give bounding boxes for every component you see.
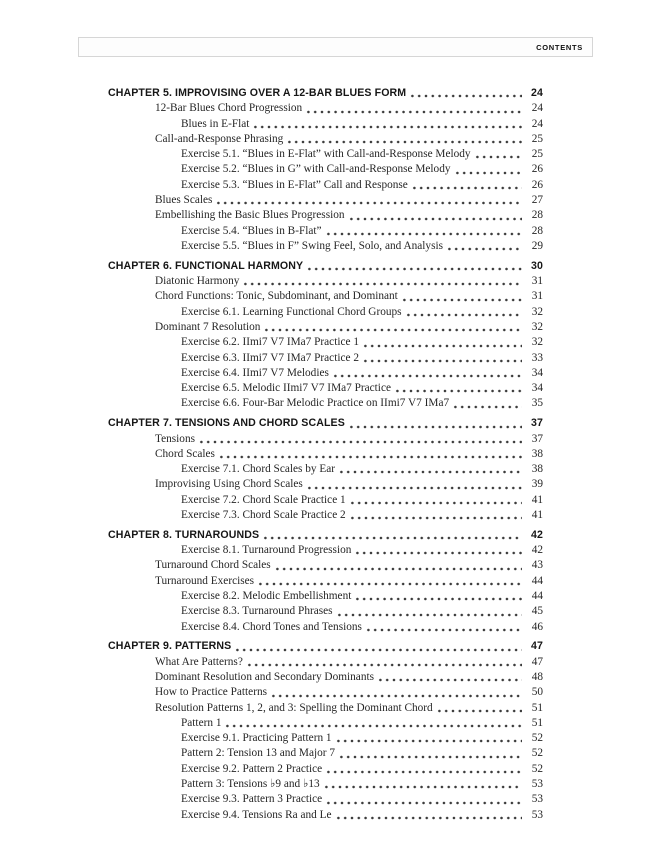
toc-entry-page: 45	[531, 605, 543, 618]
dot-leader	[246, 663, 522, 667]
toc-entry	[108, 147, 543, 162]
toc-entry-page: 39	[531, 478, 543, 491]
toc-entry-page: 37	[531, 432, 543, 445]
toc-entry-title: CHAPTER 7. TENSIONS AND CHORD SCALES	[108, 417, 345, 430]
toc-entry-title: Exercise 8.1. Turnaround Progression	[181, 544, 352, 557]
toc-entry-page: 44	[531, 574, 543, 587]
toc-entry-page: 24	[531, 87, 543, 99]
toc-entry-title: How to Practice Patterns	[155, 686, 267, 699]
toc-entry-page: 48	[531, 670, 543, 683]
toc-entry-page: 52	[531, 762, 543, 775]
toc-entry-page: 41	[531, 509, 543, 522]
toc-entry-page: 26	[531, 163, 543, 176]
toc-entry	[108, 716, 543, 731]
toc-entry	[108, 762, 543, 777]
dot-leader	[354, 551, 522, 555]
toc-entry	[108, 508, 543, 523]
toc-entry	[108, 335, 543, 350]
toc-entry	[108, 224, 543, 239]
toc-entry-title: Dominant 7 Resolution	[155, 320, 261, 333]
toc-entry-page: 43	[531, 559, 543, 572]
toc-entry	[108, 558, 543, 573]
toc-entry-page: 38	[531, 447, 543, 460]
toc-entry-page: 52	[531, 732, 543, 745]
dot-leader	[365, 628, 522, 632]
toc-entry	[108, 670, 543, 685]
toc-entry-title: Exercise 6.6. Four-Bar Melodic Practice on IImi7 V7 IMa7	[181, 397, 450, 410]
toc-entry-title: Exercise 5.4. “Blues in B-Flat”	[181, 224, 322, 237]
toc-entry-page: 24	[531, 117, 543, 130]
toc-entry-page: 53	[531, 793, 543, 806]
toc-entry-title: Exercise 9.4. Tensions Ra and Le	[181, 808, 332, 821]
toc-entry-title: Exercise 6.1. Learning Functional Chord Groups	[181, 305, 402, 318]
dot-leader	[218, 455, 522, 459]
toc-entry-page: 25	[531, 148, 543, 161]
dot-leader	[348, 217, 522, 221]
toc-entry	[108, 432, 543, 447]
dot-leader	[362, 359, 522, 363]
toc-entry-page: 28	[531, 224, 543, 237]
toc-entry	[108, 604, 543, 619]
dot-leader	[336, 613, 522, 617]
dot-leader	[198, 440, 522, 444]
toc-entry-title: Exercise 5.3. “Blues in E-Flat” Call and Response	[181, 178, 408, 191]
toc-entry	[108, 808, 543, 823]
dot-leader	[262, 536, 522, 540]
dot-leader	[257, 582, 522, 586]
toc-entry	[108, 731, 543, 746]
toc-entry-title: CHAPTER 6. FUNCTIONAL HARMONY	[108, 259, 304, 272]
toc-entry	[108, 655, 543, 670]
toc-entry-page: 41	[531, 493, 543, 506]
dot-leader	[354, 597, 522, 601]
dot-leader	[338, 470, 522, 474]
toc-entry	[108, 746, 543, 761]
toc-entry-title: Blues in E-Flat	[181, 117, 250, 130]
toc-entry-title: 12-Bar Blues Chord Progression	[155, 102, 303, 115]
toc-entry-page: 53	[531, 808, 543, 821]
dot-leader	[338, 755, 522, 759]
toc-entry	[108, 351, 543, 366]
dot-leader	[362, 344, 522, 348]
toc-entry-page: 25	[531, 132, 543, 145]
dot-leader	[306, 486, 522, 490]
toc-entry-title: Call-and-Response Phrasing	[155, 132, 284, 145]
toc-entry-page: 34	[531, 382, 543, 395]
toc-entry	[108, 543, 543, 558]
toc-entry	[108, 792, 543, 807]
dot-leader	[377, 678, 522, 682]
toc-entry-page: 32	[531, 336, 543, 349]
toc-entry-title: Resolution Patterns 1, 2, and 3: Spelling the Dominant Chord	[155, 701, 433, 714]
toc-entry	[108, 620, 543, 635]
toc-entry-page: 44	[531, 590, 543, 602]
dot-leader	[436, 709, 522, 713]
toc-entry-title: CHAPTER 5. IMPROVISING OVER A 12-BAR BLUES FORM	[108, 87, 407, 99]
toc-entry-title: Turnaround Chord Scales	[155, 559, 271, 572]
toc-entry-page: 47	[531, 640, 543, 653]
toc-chapter-entry	[108, 259, 543, 274]
toc-entry-title: Chord Functions: Tonic, Subdominant, and Dominant	[155, 290, 398, 303]
toc-entry-title: Exercise 6.3. IImi7 V7 IMa7 Practice 2	[181, 351, 359, 364]
toc-entry-page: 29	[531, 239, 543, 252]
toc-entry-title: Exercise 9.1. Practicing Pattern 1	[181, 732, 332, 745]
toc-entry-title: Exercise 5.2. “Blues in G” with Call-and-Response Melody	[181, 163, 451, 176]
toc-entry-page: 27	[531, 194, 543, 207]
dot-leader	[224, 724, 522, 728]
toc-entry-title: Pattern 2: Tension 13 and Major 7	[181, 747, 335, 760]
toc-entry	[108, 574, 543, 589]
toc-entry-title: CHAPTER 8. TURNAROUNDS	[108, 528, 260, 541]
toc-entry-page: 35	[531, 397, 543, 410]
dot-leader	[411, 186, 522, 190]
toc-entry-title: Exercise 5.1. “Blues in E-Flat” with Call-and-Response Melody	[181, 148, 471, 161]
dot-leader	[474, 155, 522, 159]
toc-entry	[108, 396, 543, 411]
toc-entry-title: Exercise 6.4. IImi7 V7 Melodies	[181, 366, 329, 379]
toc-entry-page: 42	[531, 528, 543, 541]
dot-leader	[405, 313, 522, 317]
toc-entry	[108, 274, 543, 289]
toc-entry-title: Exercise 7.1. Chord Scales by Ear	[181, 463, 336, 476]
toc-entry	[108, 132, 543, 147]
dot-leader	[349, 501, 522, 505]
dot-leader	[401, 298, 522, 302]
toc-list	[108, 86, 543, 823]
toc-entry-title: Dominant Resolution and Secondary Dominants	[155, 670, 375, 683]
dot-leader	[349, 516, 522, 520]
toc-entry-title: Exercise 6.5. Melodic IImi7 V7 IMa7 Practice	[181, 382, 391, 395]
toc-entry-page: 26	[531, 178, 543, 191]
dot-leader	[252, 125, 522, 129]
toc-entry-title: Embellishing the Basic Blues Progression	[155, 209, 345, 222]
toc-entry-title: Exercise 9.2. Pattern 2 Practice	[181, 762, 323, 775]
dot-leader	[409, 94, 522, 98]
toc-entry-title: Pattern 1	[181, 716, 222, 729]
dot-leader	[332, 374, 522, 378]
dot-leader	[305, 110, 522, 114]
toc-entry-title: Blues Scales	[155, 194, 213, 207]
toc-entry	[108, 477, 543, 492]
toc-entry	[108, 701, 543, 716]
toc-chapter-entry	[108, 416, 543, 431]
toc-entry	[108, 777, 543, 792]
toc-entry	[108, 366, 543, 381]
toc-entry	[108, 493, 543, 508]
toc-entry	[108, 239, 543, 254]
toc-entry-page: 32	[531, 320, 543, 333]
toc-entry-page: 24	[531, 102, 543, 115]
toc-entry-title: Exercise 8.4. Chord Tones and Tensions	[181, 620, 362, 633]
toc-entry	[108, 381, 543, 396]
dot-leader	[274, 567, 522, 571]
dot-leader	[348, 425, 522, 429]
toc-entry-title: Exercise 9.3. Pattern 3 Practice	[181, 793, 323, 806]
toc-entry-title: Diatonic Harmony	[155, 275, 240, 288]
toc-entry-page: 32	[531, 305, 543, 318]
toc-entry	[108, 685, 543, 700]
toc-entry-title: Tensions	[155, 432, 196, 445]
toc-entry-title: Pattern 3: Tensions ♭9 and ♭13	[181, 778, 320, 791]
dot-leader	[325, 801, 522, 805]
toc-entry-page: 46	[531, 620, 543, 633]
toc-entry	[108, 462, 543, 477]
toc-entry-title: Exercise 7.2. Chord Scale Practice 1	[181, 493, 346, 506]
toc-entry-page: 42	[531, 544, 543, 557]
toc-entry-title: Chord Scales	[155, 447, 215, 460]
toc-entry-page: 53	[531, 778, 543, 791]
dot-leader	[454, 171, 523, 175]
dot-leader	[270, 694, 522, 698]
toc-entry-page: 33	[531, 351, 543, 364]
dot-leader	[286, 140, 522, 144]
running-header-label: CONTENTS	[536, 42, 583, 52]
toc-entry-page: 51	[531, 716, 543, 729]
dot-leader	[446, 247, 522, 251]
dot-leader	[215, 201, 522, 205]
dot-leader	[325, 770, 522, 774]
toc-entry-title: Exercise 5.5. “Blues in F” Swing Feel, Solo, and Analysis	[181, 239, 444, 252]
toc-entry-title: Exercise 6.2. IImi7 V7 IMa7 Practice 1	[181, 336, 359, 349]
dot-leader	[325, 232, 522, 236]
toc-entry-title: CHAPTER 9. PATTERNS	[108, 640, 232, 653]
toc-entry-page: 50	[531, 686, 543, 699]
toc-entry	[108, 117, 543, 132]
toc-chapter-entry	[108, 86, 543, 101]
toc-entry-title: Exercise 8.3. Turnaround Phrases	[181, 605, 333, 618]
toc-entry	[108, 101, 543, 116]
dot-leader	[335, 816, 522, 820]
toc-entry	[108, 589, 543, 604]
dot-leader	[306, 267, 522, 271]
toc-entry-page: 37	[531, 417, 543, 430]
toc-entry-page: 52	[531, 747, 543, 760]
toc-entry-page: 47	[531, 655, 543, 668]
toc-entry-title: Improvising Using Chord Scales	[155, 478, 303, 491]
toc-entry-title: Turnaround Exercises	[155, 574, 255, 587]
toc-chapter-entry	[108, 639, 543, 654]
toc-entry	[108, 289, 543, 304]
dot-leader	[335, 739, 522, 743]
dot-leader	[242, 282, 522, 286]
toc-entry	[108, 193, 543, 208]
toc-entry-page: 51	[531, 701, 543, 714]
dot-leader	[452, 405, 522, 409]
toc-entry	[108, 208, 543, 223]
toc-entry	[108, 320, 543, 335]
dot-leader	[323, 785, 522, 789]
toc-chapter-entry	[108, 528, 543, 543]
toc-entry-page: 31	[531, 275, 543, 288]
toc-entry-page: 28	[531, 209, 543, 222]
toc-entry-page: 31	[531, 290, 543, 303]
toc-entry-title: What Are Patterns?	[155, 655, 243, 668]
toc-entry-page: 30	[531, 259, 543, 272]
toc-entry-title: Exercise 7.3. Chord Scale Practice 2	[181, 509, 346, 522]
toc-entry	[108, 162, 543, 177]
toc-entry	[108, 178, 543, 193]
running-header	[78, 37, 593, 57]
toc-entry	[108, 305, 543, 320]
toc-entry-page: 38	[531, 463, 543, 476]
dot-leader	[263, 328, 522, 332]
dot-leader	[234, 648, 522, 652]
dot-leader	[394, 389, 522, 393]
toc-entry-page: 34	[531, 366, 543, 379]
toc-entry	[108, 447, 543, 462]
toc-entry-title: Exercise 8.2. Melodic Embellishment	[181, 590, 352, 602]
